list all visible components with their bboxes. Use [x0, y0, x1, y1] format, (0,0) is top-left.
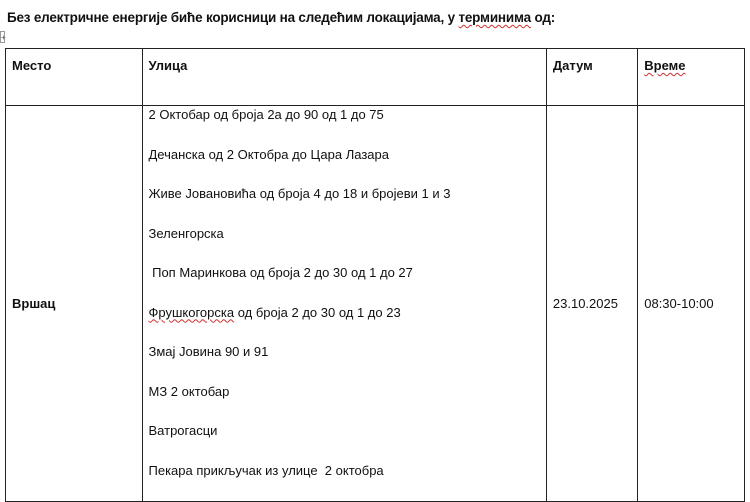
table-move-handle-icon[interactable]: + [1, 33, 6, 42]
street-line-rest: од броја 2 до 30 од 1 до 23 [234, 304, 401, 320]
streets-cell [142, 106, 546, 502]
header-street: Улица [142, 49, 546, 106]
time-cell: 08:30-10:00 [638, 106, 745, 502]
outage-table [5, 48, 745, 502]
heading-prefix: Без електричне енергије биће корисници на следећим локацијама, у [7, 10, 459, 25]
street-line: Пекара прикључак из улице 2 октобра [148, 462, 384, 478]
date-cell: 23.10.2025 [546, 106, 637, 502]
page-heading [7, 10, 555, 25]
header-time [638, 49, 745, 106]
header-time-label: Време [644, 58, 686, 73]
street-line: Живе Јовановића од броја 4 до 18 и бројеви 1 и 3 [148, 186, 451, 201]
heading-flagged-word: терминима [458, 10, 531, 25]
street-line [149, 304, 546, 344]
header-place: Место [6, 49, 143, 106]
place-cell: Вршац [6, 106, 143, 502]
table-row [6, 106, 745, 502]
street-line: Зеленгорска [148, 225, 224, 241]
table-header-row [6, 49, 745, 106]
heading-suffix: од: [530, 10, 555, 25]
street-line: 2 Октобар од броја 2а до 90 од 1 до 75 [148, 107, 384, 122]
street-line: Дечанска од 2 Октобра до Цара Лазара [148, 146, 389, 162]
header-date: Датум [546, 49, 637, 106]
street-line: Змај Јовина 90 и 91 [148, 344, 269, 359]
street-line: Ватрогасци [148, 423, 218, 438]
street-line: Поп Маринкова од броја 2 до 30 од 1 до 27 [148, 265, 413, 280]
street-line: МЗ 2 октобар [148, 383, 230, 399]
street-flagged-word: Фрушкогорска [148, 304, 235, 320]
